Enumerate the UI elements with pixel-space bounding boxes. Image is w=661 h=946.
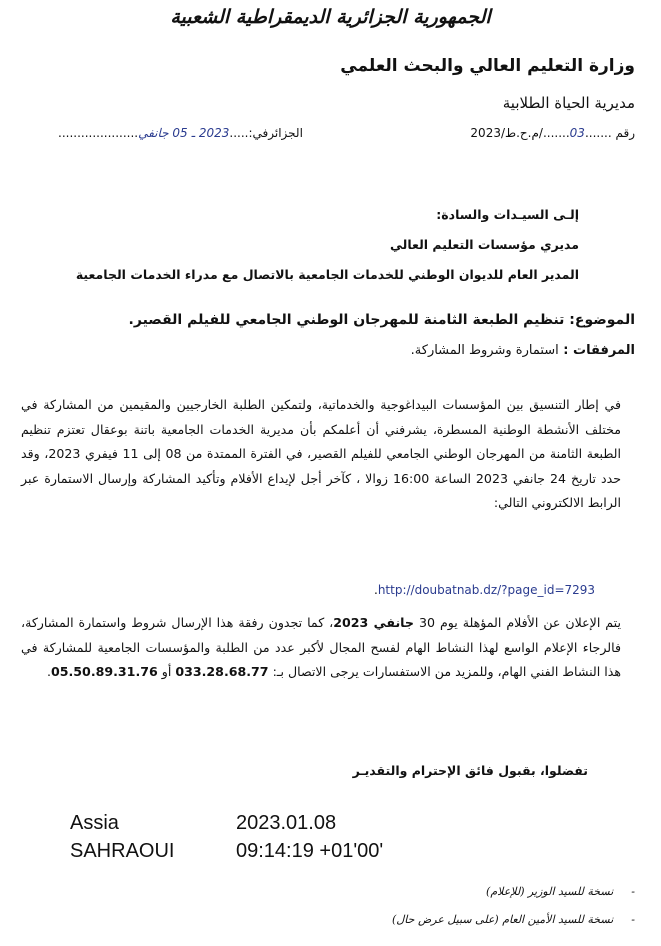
para2-start: يتم الإعلان عن الأفلام المؤهلة يوم 30 (413, 615, 621, 630)
attachments-line (411, 343, 635, 358)
signer-first-name: Assia (70, 812, 119, 834)
phone-1: 033.28.68.77 (175, 664, 269, 679)
copy-dash: - (631, 913, 635, 926)
subject-text: تنظيم الطبعة الثامنة للمهرجان الوطني الجامعي للفيلم القصير. (128, 312, 565, 328)
recipients-block (76, 200, 579, 290)
reference-suffix: /م.ح.ط/2023 (470, 126, 543, 140)
salutation: إلـى السيـدات والسادة: (436, 207, 579, 222)
phone-2: 05.50.89.31.76 (50, 664, 158, 679)
copy-recipient-1 (486, 885, 635, 898)
link-url[interactable]: http://doubatnab.dz/?page_id=7293 (377, 583, 596, 597)
letter-date (58, 126, 303, 140)
reference-handwritten-number: 03 (569, 126, 585, 140)
para2-middle: ، كما تجدون رفقة هذا الإرسال شروط واستمارة المشاركة، فالرجاء الإعلام الواسع لهذا النشاط الهام لفسح المجال لأكبر عدد من الطلبة والمؤسسات الجامعية للمشاركة في هذا النشاط الفني الهام، وللمزيد من الاستفسارات يرجى الاتصال بـ: (21, 615, 621, 679)
body-paragraph-2 (21, 611, 621, 685)
date-dots: ..................... (58, 126, 139, 140)
closing-formula: تفضلوا، بقبول فائق الإحترام والتقديـر (352, 763, 588, 778)
date-place: الجزائرفي:..... (229, 126, 303, 140)
signature-date: 2023.01.08 (236, 812, 337, 834)
directorate-name: مديرية الحياة الطلابية (502, 94, 635, 112)
copy-1-text: نسخة للسيد الوزير (للإعلام) (486, 885, 614, 898)
link-period: . (374, 583, 378, 597)
announcement-date: جانفي 2023 (333, 615, 414, 630)
subject-label: الموضوع: (564, 312, 635, 328)
para2-end: . (46, 664, 51, 679)
reference-dots-a: ....... (584, 126, 612, 140)
recipient-2: المدير العام للديوان الوطني للخدمات الجامعية بالاتصال مع مدراء الخدمات الجامعية (75, 267, 579, 282)
date-handwritten: 2023 ـ 05 جانفي (138, 126, 230, 140)
phone-or: أو (157, 664, 176, 679)
reference-dots-b: ....... (542, 126, 570, 140)
copy-recipient-2 (392, 913, 635, 926)
republic-heading: الجمهورية الجزائرية الديمقراطية الشعبية (170, 6, 491, 28)
signer-last-name: SAHRAOUI (70, 840, 175, 862)
subject-line (129, 312, 635, 328)
reference-prefix: رقم (611, 126, 635, 140)
signer-name (70, 809, 174, 865)
signature-timestamp (236, 809, 383, 865)
attachments-text: استمارة وشروط المشاركة. (410, 343, 559, 358)
attachments-label: المرفقات : (558, 343, 635, 358)
registration-link[interactable] (374, 583, 595, 597)
copy-2-text: نسخة للسيد الأمين العام (على سبيل عرض حال) (392, 913, 614, 926)
signature-time: 09:14:19 +01'00' (236, 840, 384, 862)
reference-number (470, 126, 635, 140)
recipient-1: مديري مؤسسات التعليم العالي (390, 237, 579, 252)
copy-dash: - (631, 885, 635, 898)
ministry-name: وزارة التعليم العالي والبحث العلمي (340, 56, 635, 76)
body-paragraph-1: في إطار التنسيق بين المؤسسات البيداغوجية والخدماتية، ولتمكين الطلبة الخارجيين والمقيمين من المشاركة في مختلف الأنشطة الوطنية المسطرة، يشرفني أن أعلمكم بأن مديرية الخدمات الجامعية باتنة بوعقال تعتزم تنظيم الطبعة الثامنة من المهرجان الوطني الجامعي للفيلم القصير، في الفترة الممتدة من 08 إلى 11 فيفري 2023، وقد حدد تاريخ 24 جانفي 2023 الساعة 16:00 زوالا ، كآخر أجل لإيداع الأفلام وتأكيد المشاركة وإرسال الاستمارة عبر الرابط الالكتروني التالي: (21, 397, 621, 510)
